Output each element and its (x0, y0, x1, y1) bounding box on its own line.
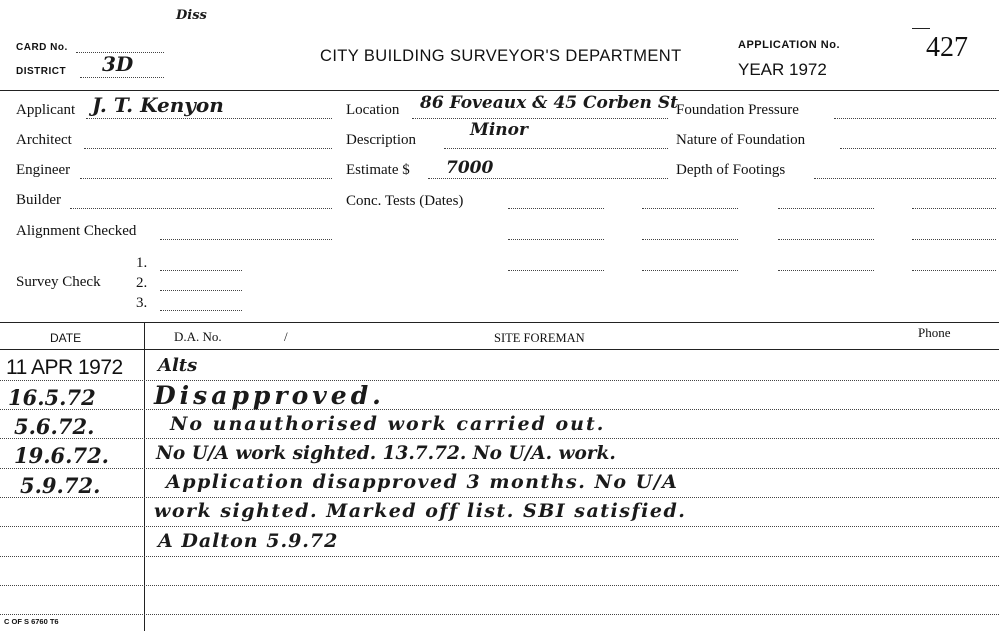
alignment-checked-label: Alignment Checked (16, 223, 137, 239)
card-no-label: CARD No. (16, 42, 68, 53)
builder-label: Builder (16, 192, 61, 208)
survey-line-2 (160, 290, 242, 291)
entry-date-stamp: 11 APR 1972 (6, 356, 123, 379)
builder-line (70, 208, 332, 209)
entry-text: No U/A work sighted. 13.7.72. No U/A. work. (156, 443, 616, 464)
entry-date: 5.9.72. (20, 473, 101, 498)
table-rule (0, 497, 999, 498)
estimate-line (428, 178, 668, 179)
description-label: Description (346, 132, 416, 148)
conc-test-line (642, 239, 738, 240)
district-line (80, 77, 164, 78)
table-top-border (0, 322, 999, 323)
location-value: 86 Foveaux & 45 Corben St (420, 93, 678, 113)
engineer-label: Engineer (16, 162, 71, 178)
survey-check-number-2: 2. (136, 275, 148, 291)
conc-test-line (912, 208, 996, 209)
survey-check-number-1: 1. (136, 255, 148, 271)
location-line (412, 118, 668, 119)
nature-of-foundation-label: Nature of Foundation (676, 132, 806, 148)
table-rule (0, 438, 999, 439)
table-rule (0, 526, 999, 527)
conc-test-line (642, 270, 738, 271)
details-top-border (0, 90, 999, 91)
entry-date: 16.5.72 (8, 385, 96, 410)
department-title: CITY BUILDING SURVEYOR'S DEPARTMENT (320, 47, 682, 65)
application-number: 427 (926, 32, 968, 63)
date-column-header: DATE (50, 331, 82, 345)
estimate-label: Estimate $ (346, 162, 410, 178)
entry-signature: A Dalton 5.9.72 (158, 530, 339, 552)
conc-test-line (508, 208, 604, 209)
foundation-pressure-label: Foundation Pressure (676, 102, 799, 118)
depth-of-footings-label: Depth of Footings (676, 162, 786, 178)
description-line (444, 148, 668, 149)
alignment-line (160, 239, 332, 240)
conc-test-line (912, 239, 996, 240)
applicant-value: J. T. Kenyon (92, 93, 224, 117)
architect-label: Architect (16, 132, 72, 148)
table-rule (0, 585, 999, 586)
site-foreman-header: SITE FOREMAN (494, 331, 585, 345)
district-label: DISTRICT (16, 66, 67, 77)
conc-test-line (778, 208, 874, 209)
conc-test-line (508, 239, 604, 240)
nature-of-foundation-line (840, 148, 996, 149)
conc-test-line (508, 270, 604, 271)
architect-line (84, 148, 332, 149)
da-number-slash: / (284, 329, 288, 344)
location-label: Location (346, 102, 400, 118)
year-label: YEAR 1972 (738, 60, 827, 79)
entry-text: Alts (158, 355, 198, 376)
description-value: Minor (470, 120, 528, 140)
entry-text: Application disapproved 3 months. No U/A (166, 471, 679, 493)
survey-check-number-3: 3. (136, 295, 148, 311)
applicant-label: Applicant (16, 102, 76, 118)
table-rule (0, 468, 999, 469)
foundation-pressure-line (834, 118, 996, 119)
estimate-value: 7000 (446, 158, 494, 178)
survey-line-3 (160, 310, 242, 311)
table-rule (0, 409, 999, 410)
handwritten-note: Diss (176, 8, 207, 23)
applicant-line (86, 118, 332, 119)
table-rule (0, 380, 999, 381)
phone-header: Phone (918, 325, 951, 340)
entry-date: 19.6.72. (14, 443, 109, 468)
form-code: C OF S 6760 T6 (4, 617, 59, 626)
conc-test-line (778, 239, 874, 240)
table-header-border (0, 349, 999, 350)
application-dash (912, 28, 930, 29)
survey-check-label: Survey Check (16, 274, 101, 290)
conc-test-line (912, 270, 996, 271)
table-rule (0, 614, 999, 615)
entry-text: Disapproved. (154, 381, 385, 410)
survey-line-1 (160, 270, 242, 271)
entry-text: work sighted. Marked off list. SBI satisfied. (154, 500, 687, 522)
conc-test-line (642, 208, 738, 209)
table-rule (0, 556, 999, 557)
entry-text: No unauthorised work carried out. (170, 413, 606, 435)
depth-of-footings-line (814, 178, 996, 179)
conc-tests-label: Conc. Tests (Dates) (346, 193, 464, 209)
conc-test-line (778, 270, 874, 271)
da-number-header: D.A. No. (174, 329, 222, 344)
district-value: 3D (102, 52, 134, 76)
application-no-label: APPLICATION No. (738, 39, 841, 51)
entry-date: 5.6.72. (14, 414, 95, 439)
engineer-line (80, 178, 332, 179)
